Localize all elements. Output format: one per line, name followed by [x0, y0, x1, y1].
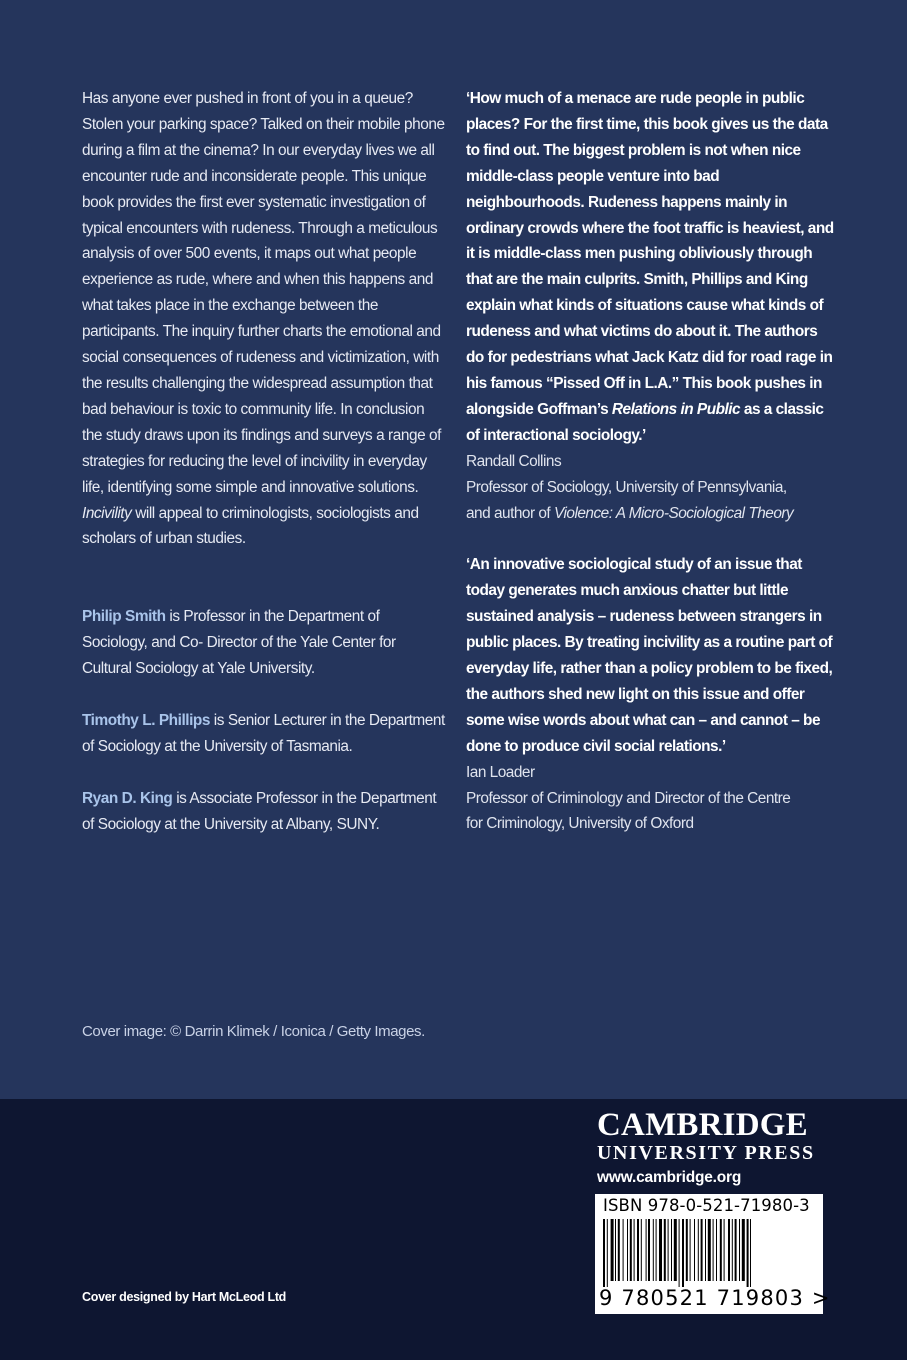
isbn-barcode	[595, 1194, 831, 1314]
review-1	[466, 86, 836, 526]
review-2	[466, 552, 836, 837]
left-column	[82, 86, 447, 838]
reviewer-role-2: for Criminology, University of Oxford	[466, 815, 694, 833]
author-bio-3: Ryan D. King is Associate Professor in the Department of Sociology at the University at Albany, SUNY.	[82, 789, 437, 833]
barcode-icon	[601, 1219, 807, 1287]
publisher-url: www.cambridge.org	[597, 1169, 742, 1186]
publisher-logo	[597, 1108, 827, 1187]
author-bio-1: Philip Smith is Professor in the Department of Sociology, and Co- Director of the Yale Center for Cultural Sociology at Yale University.	[82, 608, 396, 678]
reviewer-name: Ian Loader	[466, 763, 535, 781]
isbn-label: ISBN 978-0-521-71980-3	[603, 1196, 810, 1215]
cover-designer-credit: Cover designed by Hart McLeod Ltd	[82, 1290, 287, 1304]
author-name: Philip Smith	[82, 608, 166, 626]
publisher-name: CAMBRIDGE	[597, 1107, 808, 1143]
review-quote: ‘How much of a menace are rude people in public places? For the first time, this book gives us the data to find out. The biggest problem is not when nice middle-class people venture into bad neighbourhoods. Rudeness happens mainly in ordinary crowds where the foot traffic is heaviest, and it is middle-class men pushing obliviously through that are the main culprits. Smith, Phillips and King explain what kinds of situations cause what kinds of rudeness and what victims do about it. The authors do for pedestrians what Jack Katz did for road rage in his famous “Pissed Off in L.A.” This book pushes in alongside Goffman’s Relations in Public as a classic of interactional sociology.’	[466, 90, 834, 444]
book-title-italic: Incivility	[82, 504, 132, 522]
author-name: Ryan D. King	[82, 789, 173, 807]
author-name: Timothy L. Phillips	[82, 712, 210, 730]
publisher-subtitle: UNIVERSITY PRESS	[597, 1142, 815, 1164]
reviewer-name: Randall Collins	[466, 452, 562, 470]
review-quote: ‘An innovative sociological study of an issue that today generates much anxious chatter but little sustained analysis – rudeness between strangers in public places. By treating incivility as a routine part of everyday life, rather than a policy problem to be fixed, the authors shed new light on this issue and offer some wise words about what can – and cannot – be done to produce civil social relations.’	[466, 556, 833, 755]
author-bio-2: Timothy L. Phillips is Senior Lecturer in the Department of Sociology at the University of Tasmania.	[82, 712, 445, 755]
reviewer-role-2: and author of Violence: A Micro-Sociological Theory	[466, 504, 794, 522]
reviewer-role: Professor of Criminology and Director of the Centre	[466, 789, 791, 807]
reviewer-role: Professor of Sociology, University of Pennsylvania,	[466, 478, 787, 496]
cover-image-credit: Cover image: © Darrin Klimek / Iconica / Getty Images.	[82, 1023, 425, 1040]
book-description: Has anyone ever pushed in front of you in a queue? Stolen your parking space? Talked on their mobile phone during a film at the cinema? In our everyday lives we all encounter rude and inconsiderate people. This unique book provides the first ever systematic investigation of typical encounters with rudeness. Through a meticulous analysis of over 500 events, it maps out what people experience as rude, where and when this happens and what takes place in the exchange between the participants. The inquiry further charts the emotional and social consequences of rudeness and victimization, with the results challenging the widespread assumption that bad behaviour is toxic to community life. In conclusion the study draws upon its findings and surveys a range of strategies for reducing the level of incivility in everyday life, identifying some simple and innovative solutions. Incivility will appeal to criminologists, sociologists and scholars of urban studies.	[82, 90, 445, 548]
right-column	[466, 86, 836, 837]
barcode-digits: 9 780521 719803 >	[599, 1286, 831, 1310]
